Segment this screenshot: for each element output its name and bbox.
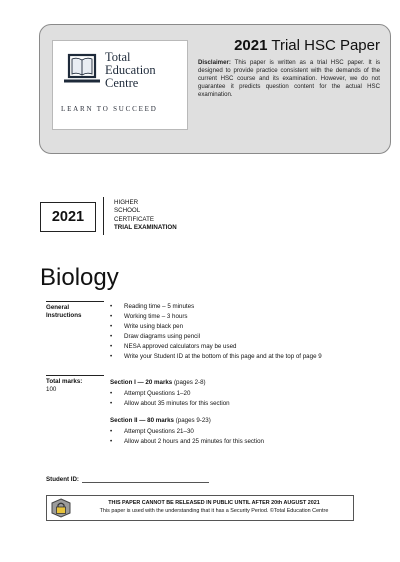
paper-title-text: Trial HSC Paper [267,37,380,54]
total-marks-value: 100 [46,386,57,394]
security-notice-text [77,499,351,515]
paper-title-year: 2021 [234,37,268,54]
security-notice-line: THIS PAPER CANNOT BE RELEASED IN PUBLIC UNTIL AFTER 20th AUGUST 2021 [108,500,320,506]
logo-tagline: LEARN TO SUCCEED [61,105,158,113]
exam-year-box: 2021 [40,202,96,232]
paper-title [200,37,380,54]
disclaimer-label: Disclaimer: [198,59,231,66]
logo-text-total: Total [105,50,131,64]
section-2-title: Section II — 80 marks [110,417,174,424]
logo [52,40,188,130]
list-item: • Allow about 35 minutes for this section [110,399,350,409]
open-book-laptop-icon [63,53,101,95]
security-notice-line: This paper is used with the understanding that it has a Security Period. ©Total Education Centre [99,508,329,514]
section-1-list [110,389,350,409]
logo-text-centre: Centre [105,76,139,90]
instructions-label-line: General [46,304,70,311]
exam-name-line: CERTIFICATE [114,215,154,223]
section-2-heading [110,416,211,425]
instructions-list [110,302,350,362]
list-item: • Write using black pen [110,322,350,332]
divider [46,375,104,376]
security-padlock-icon [50,498,72,518]
section-1-heading [110,378,206,387]
student-id-field[interactable] [82,482,209,483]
instructions-label [46,304,81,321]
security-notice [46,495,354,521]
section-2-pages: (pages 9-23) [173,417,211,424]
header-banner [39,24,391,154]
section-2-list [110,427,350,447]
list-item: • Reading time – 5 minutes [110,302,350,312]
divider [103,197,104,235]
total-marks-label: Total marks: [46,378,83,385]
list-item: • Attempt Questions 1–20 [110,389,350,399]
list-item: • Working time – 3 hours [110,312,350,322]
disclaimer [198,59,380,99]
list-item: • Draw diagrams using pencil [110,332,350,342]
list-item: • Attempt Questions 21–30 [110,427,350,437]
list-item: • NESA approved calculators may be used [110,342,350,352]
disclaimer-text: This paper is written as a trial HSC paper. It is designed to provide practice consistent with the demands of the current HSC course and its examination. However, we do not guarantee it predicts question content for the actual HSC examination. [198,59,380,99]
exam-name-line: SCHOOL [114,207,141,215]
list-item: • Write your Student ID at the bottom of this page and at the top of page 9 [110,352,350,362]
instructions-label-line: Instructions [46,312,82,320]
section-1-title: Section I — 20 marks [110,379,173,386]
exam-name [114,199,177,232]
exam-name-line: TRIAL EXAMINATION [114,223,177,231]
exam-name-line: HIGHER [114,199,139,206]
divider [46,301,104,302]
section-1-pages: (pages 2-8) [172,379,206,386]
logo-text-education: Education [105,63,156,77]
subject-title: Biology [40,264,119,291]
student-id-label: Student ID: [46,476,79,483]
list-item: • Allow about 2 hours and 25 minutes for this section [110,437,350,447]
marks-label-block [46,378,82,395]
